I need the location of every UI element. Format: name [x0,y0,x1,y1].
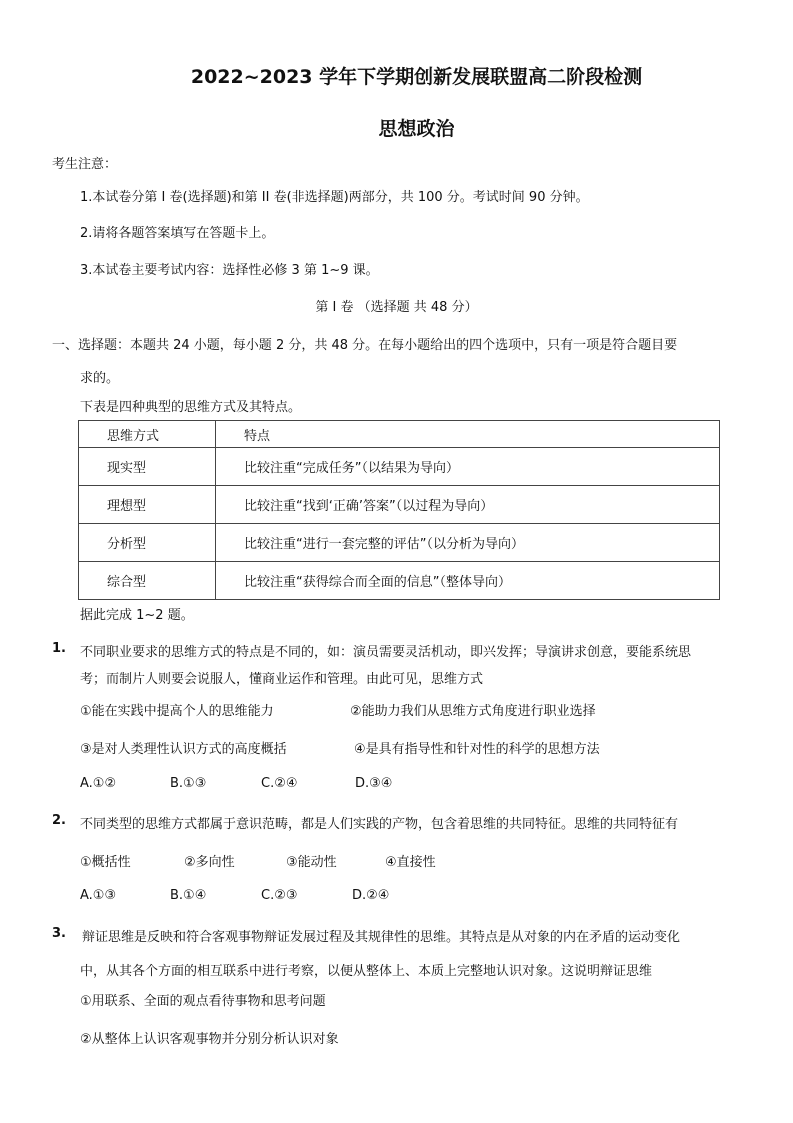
question-2-statement-4: ④直接性 [385,855,436,870]
section-instruction-line1: 一、选择题：本题共 24 小题，每小题 2 分，共 48 分。在每小题给出的四个选项中，只有一项是符合题目要 [52,338,678,353]
question-1-number: 1. [52,641,66,656]
question-1-choice-a[interactable]: A.①② [80,776,117,791]
question-2-statement-2: ②多向性 [184,855,235,870]
table-row [79,562,720,600]
table-cell-feature: 比较注重“进行一套完整的评估”（以分析为导向） [216,524,720,562]
table-cell-style: 综合型 [79,562,216,600]
question-1-statement-4: ④是具有指导性和针对性的科学的思想方法 [354,742,600,757]
notice-item-2: 2.请将各题答案填写在答题卡上。 [80,226,275,241]
table-outro: 据此完成 1~2 题。 [80,608,194,623]
question-1-choice-d[interactable]: D.③④ [355,776,393,791]
question-3-statement-2: ②从整体上认识客观事物并分别分析认识对象 [80,1032,339,1047]
section-instruction-line2: 求的。 [80,371,120,386]
table-cell-style: 分析型 [79,524,216,562]
notice-item-1: 1.本试卷分第 I 卷(选择题)和第 II 卷(非选择题)两部分，共 100 分。考试时间 90 分钟。 [80,190,589,205]
question-1-statement-1: ①能在实践中提高个人的思维能力 [80,704,274,719]
thinking-styles-table [78,420,720,600]
question-2-choice-a[interactable]: A.①③ [80,888,117,903]
section-title: 第 I 卷 （选择题 共 48 分） [315,300,478,315]
question-1-choice-b[interactable]: B.①③ [170,776,207,791]
table-cell-feature: 比较注重“找到‘正确’答案”（以过程为导向） [216,486,720,524]
question-3-statement-1: ①用联系、全面的观点看待事物和思考问题 [80,994,326,1009]
table-intro: 下表是四种典型的思维方式及其特点。 [80,400,302,415]
question-2-statement-3: ③能动性 [286,855,337,870]
question-2-number: 2. [52,813,66,828]
exam-title: 2022~2023 学年下学期创新发展联盟高二阶段检测 [190,66,643,88]
question-3-stem-line1: 辩证思维是反映和符合客观事物辩证发展过程及其规律性的思维。其特点是从对象的内在矛盾的运动变化 [82,930,681,945]
table-cell-style: 现实型 [79,448,216,486]
table-row [79,448,720,486]
question-3-number: 3. [52,926,66,941]
table-cell-feature: 比较注重“获得综合而全面的信息”（整体导向） [216,562,720,600]
table-header-row [79,421,720,448]
table-header-cell: 特点 [216,421,720,448]
table-row [79,486,720,524]
table-cell-style: 理想型 [79,486,216,524]
question-1-stem-line1: 不同职业要求的思维方式的特点是不同的，如：演员需要灵活机动，即兴发挥；导演讲求创意，要能系统思 [80,645,692,660]
table-cell-feature: 比较注重“完成任务”（以结果为导向） [216,448,720,486]
question-1-choice-c[interactable]: C.②④ [261,776,298,791]
notice-heading: 考生注意： [52,157,118,172]
table-row [79,524,720,562]
question-2-choice-b[interactable]: B.①④ [170,888,207,903]
question-3-stem-line2: 中，从其各个方面的相互联系中进行考察，以便从整体上、本质上完整地认识对象。这说明辩证思维 [80,964,653,979]
subject-title: 思想政治 [378,118,455,140]
question-2-stem-line1: 不同类型的思维方式都属于意识范畴，都是人们实践的产物，包含着思维的共同特征。思维的共同特征有 [80,817,679,832]
notice-item-3: 3.本试卷主要考试内容：选择性必修 3 第 1~9 课。 [80,263,379,278]
question-1-stem-line2: 考；而制片人则要会说服人，懂商业运作和管理。由此可见，思维方式 [80,672,484,687]
question-1-statement-2: ②能助力我们从思维方式角度进行职业选择 [350,704,596,719]
question-1-statement-3: ③是对人类理性认识方式的高度概括 [80,742,287,757]
question-2-choice-d[interactable]: D.②④ [352,888,390,903]
table-header-cell: 思维方式 [79,421,216,448]
question-2-choice-c[interactable]: C.②③ [261,888,298,903]
question-2-statement-1: ①概括性 [80,855,131,870]
